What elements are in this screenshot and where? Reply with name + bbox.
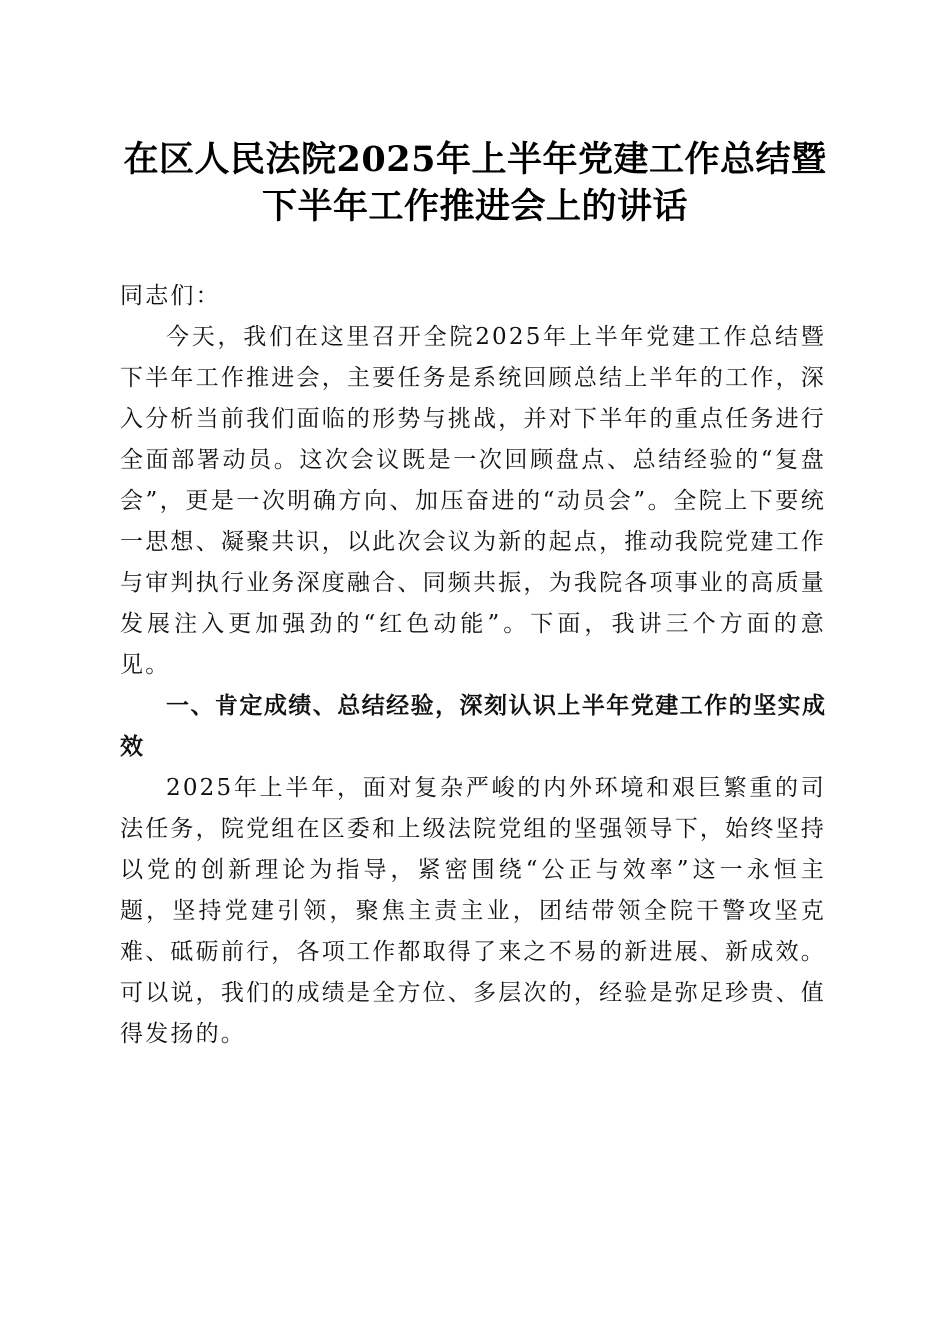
document-title	[0, 136, 950, 230]
title-line-2: 下半年工作推进会上的讲话	[261, 186, 688, 227]
title-line-1: 在区人民法院2025年上半年党建工作总结暨	[123, 139, 827, 180]
paragraph-opening: 今天，我们在这里召开全院2025年上半年党建工作总结暨下半年工作推进会，主要任务是系统回顾总结上半年的工作，深入分析当前我们面临的形势与挑战，并对下半年的重点任务进行全面部署动员。这次会议既是一次回顾盘点、总结经验的“复盘会”，更是一次明确方向、加压奋进的“动员会”。全院上下要统一思想、凝聚共识，以此次会议为新的起点，推动我院党建工作与审判执行业务深度融合、同频共振，为我院各项事业的高质量发展注入更加强劲的“红色动能”。下面，我讲三个方面的意见。	[120, 324, 826, 678]
salutation: 同志们：	[120, 283, 221, 309]
document-body	[120, 276, 826, 1055]
section-heading-1: 一、肯定成绩、总结经验，深刻认识上半年党建工作的坚实成效	[120, 693, 826, 760]
paragraph-section-1: 2025年上半年，面对复杂严峻的内外环境和艰巨繁重的司法任务，院党组在区委和上级法院党组的坚强领导下，始终坚持以党的创新理论为指导，紧密围绕“公正与效率”这一永恒主题，坚持党建引领，聚焦主责主业，团结带领全院干警攻坚克难、砥砺前行，各项工作都取得了来之不易的新进展、新成效。可以说，我们的成绩是全方位、多层次的，经验是弥足珍贵、值得发扬的。	[120, 775, 826, 1047]
